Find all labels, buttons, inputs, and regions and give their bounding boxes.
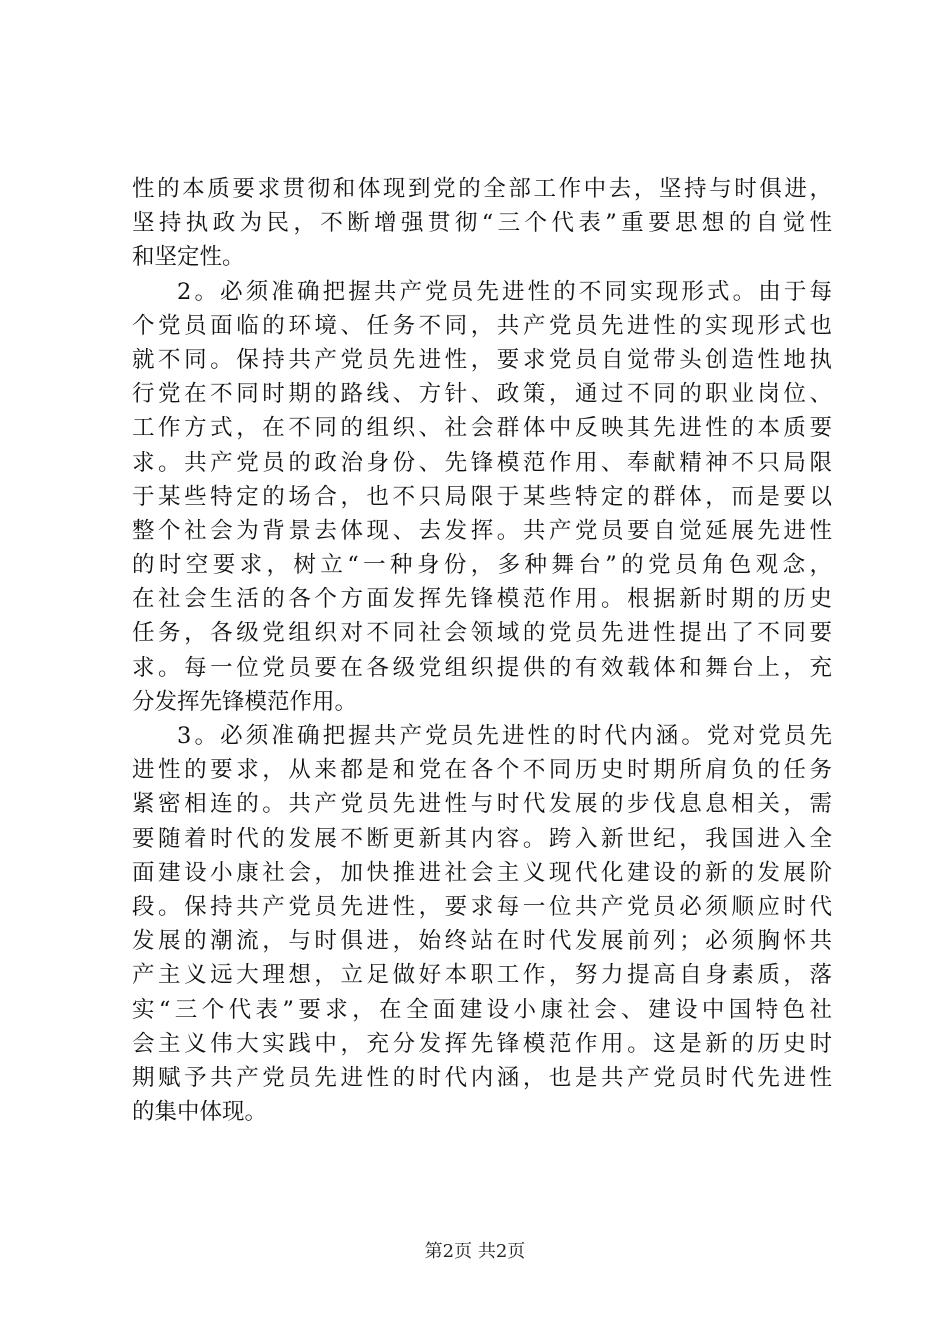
text-line: 整个社会为背景去体现、去发挥。共产党员要自觉延展先进性 (132, 517, 832, 544)
text-line: 会主义伟大实践中，充分发挥先锋模范作用。这是新的历史时 (132, 1030, 832, 1057)
text-line: 实“三个代表”要求，在全面建设小康社会、建设中国特色社 (132, 996, 832, 1023)
document-body (132, 172, 832, 1129)
text-line: 坚持执政为民，不断增强贯彻“三个代表”重要思想的自觉性 (132, 210, 832, 237)
text-line: 求。每一位党员要在各级党组织提供的有效载体和舞台上，充 (132, 654, 832, 681)
text-line: 紧密相连的。共产党员先进性与时代发展的步伐息息相关，需 (132, 791, 832, 818)
text-line: 的集中体现。 (132, 1099, 268, 1126)
text-line: 性的本质要求贯彻和体现到党的全部工作中去，坚持与时俱进， (132, 176, 832, 202)
text-line: 工作方式，在不同的组织、社会群体中反映其先进性的本质要 (132, 415, 832, 442)
text-line: 进性的要求，从来都是和党在各个不同历史时期所肩负的任务 (132, 757, 832, 784)
text-line: 面建设小康社会，加快推进社会主义现代化建设的新的发展阶 (132, 859, 832, 886)
text-line: 的时空要求，树立“一种身份，多种舞台”的党员角色观念， (132, 552, 832, 579)
paragraph-start-line: 3。必须准确把握共产党员先进性的时代内涵。党对党员先 (177, 723, 832, 749)
text-line: 产主义远大理想，立足做好本职工作，努力提高自身素质，落 (132, 962, 832, 989)
text-line: 行党在不同时期的路线、方针、政策，通过不同的职业岗位、 (132, 381, 832, 408)
page-number-footer: 第2页 共2页 (424, 1241, 526, 1262)
text-line: 要随着时代的发展不断更新其内容。跨入新世纪，我国进入全 (132, 825, 832, 852)
text-line: 个党员面临的环境、任务不同，共产党员先进性的实现形式也 (132, 312, 832, 339)
text-line: 在社会生活的各个方面发挥先锋模范作用。根据新时期的历史 (132, 586, 832, 613)
text-line: 任务，各级党组织对不同社会领域的党员先进性提出了不同要 (132, 620, 832, 647)
text-line: 段。保持共产党员先进性，要求每一位共产党员必须顺应时代 (132, 893, 832, 920)
text-line: 就不同。保持共产党员先进性，要求党员自觉带头创造性地执 (132, 346, 832, 373)
text-line: 发展的潮流，与时俱进，始终站在时代发展前列；必须胸怀共 (132, 928, 832, 955)
text-line: 分发挥先锋模范作用。 (132, 688, 358, 715)
text-line: 期赋予共产党员先进性的时代内涵，也是共产党员时代先进性 (132, 1064, 832, 1091)
text-line: 求。共产党员的政治身份、先锋模范作用、奉献精神不只局限 (132, 449, 832, 476)
text-line: 和坚定性。 (132, 244, 245, 271)
text-line: 于某些特定的场合，也不只局限于某些特定的群体，而是要以 (132, 483, 832, 510)
paragraph-start-line: 2。必须准确把握共产党员先进性的不同实现形式。由于每 (177, 278, 832, 305)
